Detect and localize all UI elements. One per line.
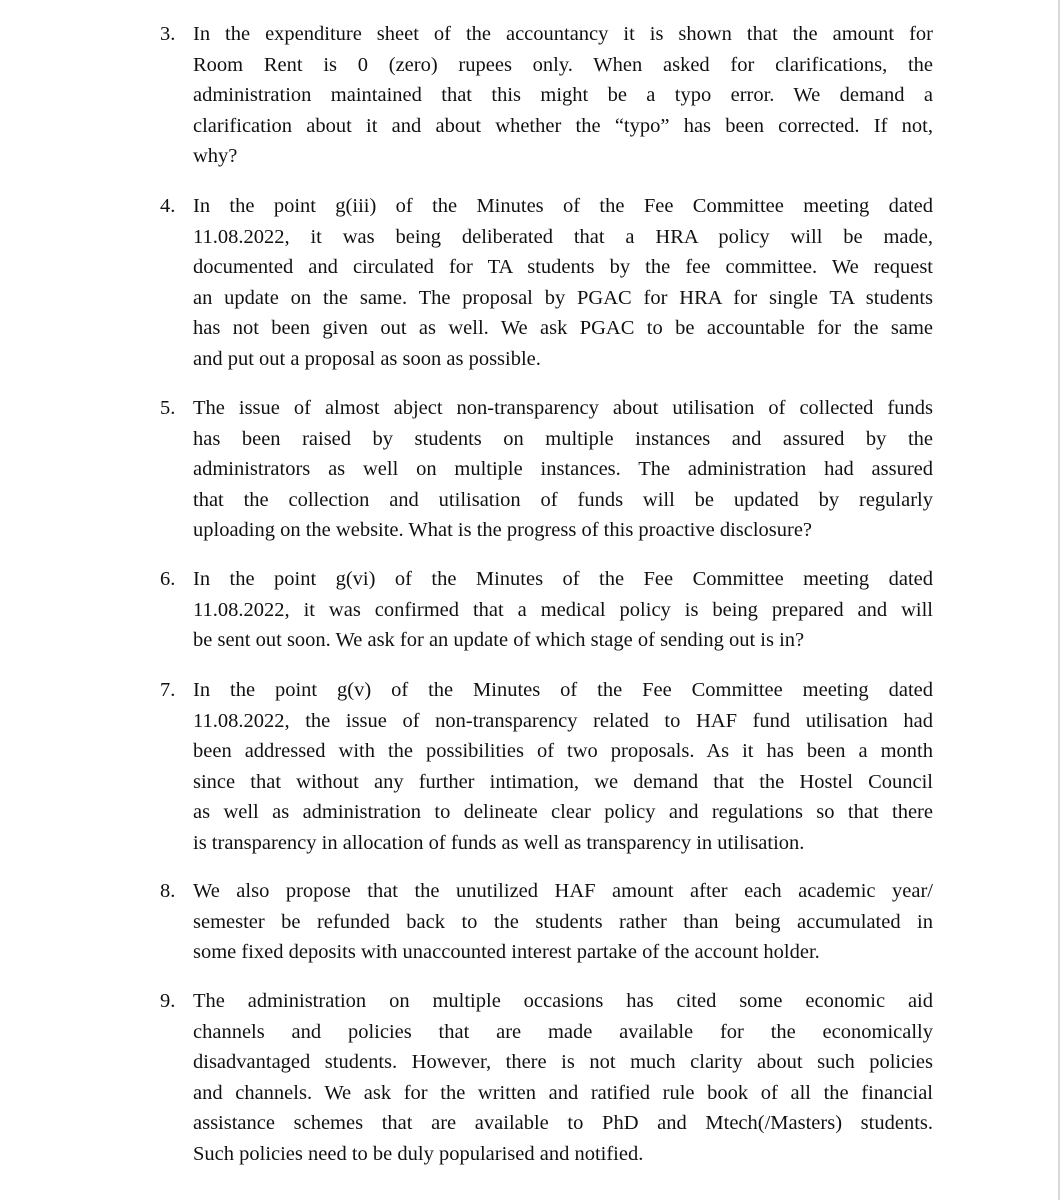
item-number: 6. bbox=[160, 568, 176, 590]
text-line: documented and circulated for TA students by the fee committee. We request bbox=[193, 256, 933, 279]
item-number: 3. bbox=[160, 23, 176, 45]
text-line: as well as administration to delineate clear policy and regulations so that there bbox=[193, 801, 933, 824]
text-line: In the point g(v) of the Minutes of the Fee Committee meeting dated bbox=[193, 679, 933, 701]
text-line: since that without any further intimation, we demand that the Hostel Council bbox=[193, 770, 933, 793]
item-number: 5. bbox=[160, 397, 176, 419]
text-line: disadvantaged students. However, there is not much clarity about such policies bbox=[193, 1051, 933, 1074]
text-line: channels and policies that are made available for the economically bbox=[193, 1020, 933, 1043]
text-line: semester be refunded back to the students rather than being accumulated in bbox=[193, 910, 933, 933]
text-line: 11.08.2022, it was being deliberated that a HRA policy will be made, bbox=[193, 225, 933, 248]
item-text bbox=[193, 564, 933, 656]
text-line: an update on the same. The proposal by PGAC for HRA for single TA students bbox=[193, 286, 933, 309]
text-line: assistance schemes that are available to PhD and Mtech(/Masters) students. bbox=[193, 1112, 933, 1135]
item-text bbox=[193, 191, 933, 375]
text-line: uploading on the website. What is the progress of this proactive disclosure? bbox=[193, 519, 813, 542]
text-line: 11.08.2022, it was confirmed that a medical policy is being prepared and will bbox=[193, 598, 933, 621]
text-line: Room Rent is 0 (zero) rupees only. When asked for clarifications, the bbox=[193, 53, 933, 76]
text-line: and channels. We ask for the written and ratified rule book of all the financial bbox=[193, 1081, 933, 1104]
text-line: The administration on multiple occasions has cited some economic aid bbox=[193, 990, 933, 1012]
text-line: has not been given out as well. We ask PGAC to be accountable for the same bbox=[193, 317, 933, 340]
text-line: clarification about it and about whether the “typo” has been corrected. If not, bbox=[193, 114, 933, 137]
text-line: is transparency in allocation of funds as well as transparency in utilisation. bbox=[193, 831, 805, 854]
item-text bbox=[193, 19, 933, 172]
text-line: In the expenditure sheet of the accountancy it is shown that the amount for bbox=[193, 23, 933, 45]
text-line: We also propose that the unutilized HAF amount after each academic year/ bbox=[193, 880, 933, 902]
text-line: In the point g(iii) of the Minutes of the Fee Committee meeting dated bbox=[193, 195, 933, 217]
item-text bbox=[193, 986, 933, 1170]
item-number: 4. bbox=[160, 195, 176, 217]
item-text bbox=[193, 393, 933, 546]
text-line: some fixed deposits with unaccounted interest partake of the account holder. bbox=[193, 941, 820, 964]
text-line: Such policies need to be duly popularised and notified. bbox=[193, 1142, 644, 1165]
text-line: and put out a proposal as soon as possible. bbox=[193, 347, 541, 370]
text-line: has been raised by students on multiple instances and assured by the bbox=[193, 427, 933, 450]
item-text bbox=[193, 675, 933, 859]
item-text bbox=[193, 876, 933, 968]
text-line: that the collection and utilisation of funds will be updated by regularly bbox=[193, 488, 933, 511]
text-line: administration maintained that this might be a typo error. We demand a bbox=[193, 84, 933, 107]
text-line: The issue of almost abject non-transparency about utilisation of collected funds bbox=[193, 397, 933, 419]
text-line: 11.08.2022, the issue of non-transparency related to HAF fund utilisation had bbox=[193, 709, 933, 732]
text-line: why? bbox=[193, 145, 238, 168]
text-line: be sent out soon. We ask for an update of which stage of sending out is in? bbox=[193, 629, 805, 652]
text-line: been addressed with the possibilities of two proposals. As it has been a month bbox=[193, 740, 933, 763]
page-edge bbox=[1058, 0, 1060, 1200]
text-line: In the point g(vi) of the Minutes of the Fee Committee meeting dated bbox=[193, 568, 933, 590]
item-number: 8. bbox=[160, 880, 176, 902]
item-number: 9. bbox=[160, 990, 176, 1012]
item-number: 7. bbox=[160, 679, 176, 701]
text-line: administrators as well on multiple instances. The administration had assured bbox=[193, 458, 933, 481]
